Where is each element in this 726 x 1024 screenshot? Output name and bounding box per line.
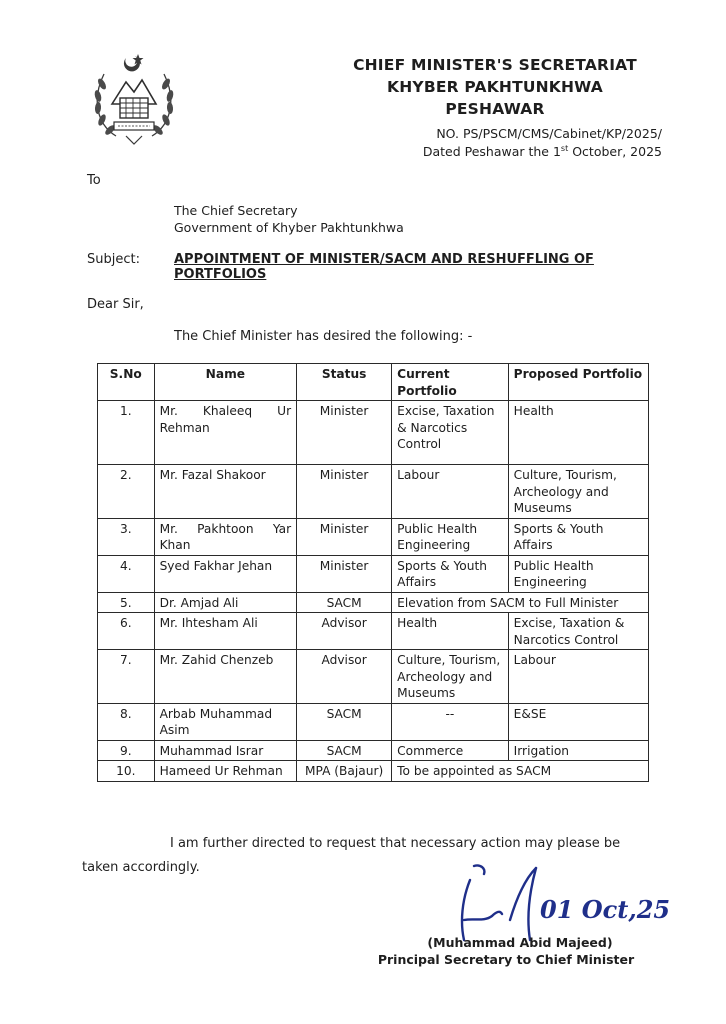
addressee-line-2: Government of Khyber Pakhtunkhwa bbox=[174, 220, 404, 235]
date-suffix: October, 2025 bbox=[568, 144, 662, 160]
cell-sno: 2. bbox=[98, 465, 155, 519]
cell-status: MPA (Bajaur) bbox=[297, 761, 392, 782]
cell-status: SACM bbox=[297, 740, 392, 761]
kp-government-emblem-icon bbox=[86, 46, 182, 150]
cell-proposed: Irrigation bbox=[508, 740, 648, 761]
subject-text: APPOINTMENT OF MINISTER/SACM AND RESHUFFLING OF PORTFOLIOS bbox=[174, 252, 594, 282]
cell-status: SACM bbox=[297, 592, 392, 613]
header-sno: S.No bbox=[98, 364, 155, 401]
table-row bbox=[98, 761, 649, 782]
table-row bbox=[98, 740, 649, 761]
cell-current: Public Health Engineering bbox=[392, 518, 509, 555]
table-row bbox=[98, 465, 649, 519]
cell-name: Dr. Amjad Ali bbox=[154, 592, 297, 613]
closing-line-1: I am further directed to request that necessary action may please be bbox=[170, 836, 621, 851]
cell-name: Arbab Muhammad Asim bbox=[154, 703, 297, 740]
table-row bbox=[98, 703, 649, 740]
cell-current: Sports & Youth Affairs bbox=[392, 555, 509, 592]
cell-current: -- bbox=[392, 703, 509, 740]
cell-proposed: Culture, Tourism, Archeology and Museums bbox=[508, 465, 648, 519]
date-superscript: st bbox=[560, 144, 569, 153]
cell-current: Commerce bbox=[392, 740, 509, 761]
cell-name: Mr. Pakhtoon Yar Khan bbox=[154, 518, 297, 555]
cell-merged-portfolio: Elevation from SACM to Full Minister bbox=[392, 592, 649, 613]
cell-status: Minister bbox=[297, 401, 392, 465]
city-title: PESHAWAR bbox=[445, 100, 545, 118]
cell-status: Advisor bbox=[297, 650, 392, 704]
cell-sno: 5. bbox=[98, 592, 155, 613]
cell-sno: 6. bbox=[98, 613, 155, 650]
cell-proposed: Labour bbox=[508, 650, 648, 704]
reference-number: NO. PS/PSCM/CMS/Cabinet/KP/2025/ bbox=[436, 126, 662, 141]
addressee-line-1: The Chief Secretary bbox=[174, 203, 298, 218]
cell-sno: 10. bbox=[98, 761, 155, 782]
table-row bbox=[98, 518, 649, 555]
cell-sno: 8. bbox=[98, 703, 155, 740]
cell-name: Muhammad Israr bbox=[154, 740, 297, 761]
table-header-row bbox=[98, 364, 649, 401]
header-status: Status bbox=[297, 364, 392, 401]
signatory-title: Principal Secretary to Chief Minister bbox=[377, 952, 635, 967]
cell-current: Labour bbox=[392, 465, 509, 519]
cell-proposed: Excise, Taxation & Narcotics Control bbox=[508, 613, 648, 650]
cell-name: Mr. Khaleeq Ur Rehman bbox=[154, 401, 297, 465]
subject-label: Subject: bbox=[87, 252, 140, 267]
table-row bbox=[98, 555, 649, 592]
cell-sno: 9. bbox=[98, 740, 155, 761]
header-proposed-portfolio: Proposed Portfolio bbox=[508, 364, 648, 401]
closing-line-2: taken accordingly. bbox=[82, 860, 200, 875]
province-title: KHYBER PAKHTUNKHWA bbox=[387, 78, 603, 96]
cell-proposed: E&SE bbox=[508, 703, 648, 740]
table-row bbox=[98, 613, 649, 650]
cell-status: Minister bbox=[297, 465, 392, 519]
date-line bbox=[423, 144, 662, 159]
table-row bbox=[98, 401, 649, 465]
header-name: Name bbox=[154, 364, 297, 401]
signature-date: 01 Oct,25 bbox=[540, 895, 670, 924]
table-row bbox=[98, 650, 649, 704]
cell-sno: 7. bbox=[98, 650, 155, 704]
portfolio-table bbox=[97, 363, 649, 782]
to-label: To bbox=[87, 173, 101, 188]
table-row bbox=[98, 592, 649, 613]
cell-name: Mr. Fazal Shakoor bbox=[154, 465, 297, 519]
cell-status: SACM bbox=[297, 703, 392, 740]
cell-name: Syed Fakhar Jehan bbox=[154, 555, 297, 592]
secretariat-title: CHIEF MINISTER'S SECRETARIAT bbox=[353, 56, 637, 74]
cell-sno: 3. bbox=[98, 518, 155, 555]
header-current-portfolio: Current Portfolio bbox=[392, 364, 509, 401]
cell-name: Hameed Ur Rehman bbox=[154, 761, 297, 782]
cell-name: Mr. Zahid Chenzeb bbox=[154, 650, 297, 704]
cell-merged-portfolio: To be appointed as SACM bbox=[392, 761, 649, 782]
cell-sno: 4. bbox=[98, 555, 155, 592]
cell-sno: 1. bbox=[98, 401, 155, 465]
cell-name: Mr. Ihtesham Ali bbox=[154, 613, 297, 650]
cell-proposed: Public Health Engineering bbox=[508, 555, 648, 592]
signatory-name: (Muhammad Abid Majeed) bbox=[427, 935, 613, 950]
date-prefix: Dated Peshawar the 1 bbox=[422, 144, 561, 160]
cell-current: Culture, Tourism, Archeology and Museums bbox=[392, 650, 509, 704]
cell-status: Minister bbox=[297, 518, 392, 555]
cell-status: Minister bbox=[297, 555, 392, 592]
cell-proposed: Health bbox=[508, 401, 648, 465]
cell-status: Advisor bbox=[297, 613, 392, 650]
intro-text: The Chief Minister has desired the following: - bbox=[174, 329, 473, 344]
cell-proposed: Sports & Youth Affairs bbox=[508, 518, 648, 555]
cell-current: Health bbox=[392, 613, 509, 650]
cell-current: Excise, Taxation & Narcotics Control bbox=[392, 401, 509, 465]
salutation: Dear Sir, bbox=[87, 297, 144, 312]
